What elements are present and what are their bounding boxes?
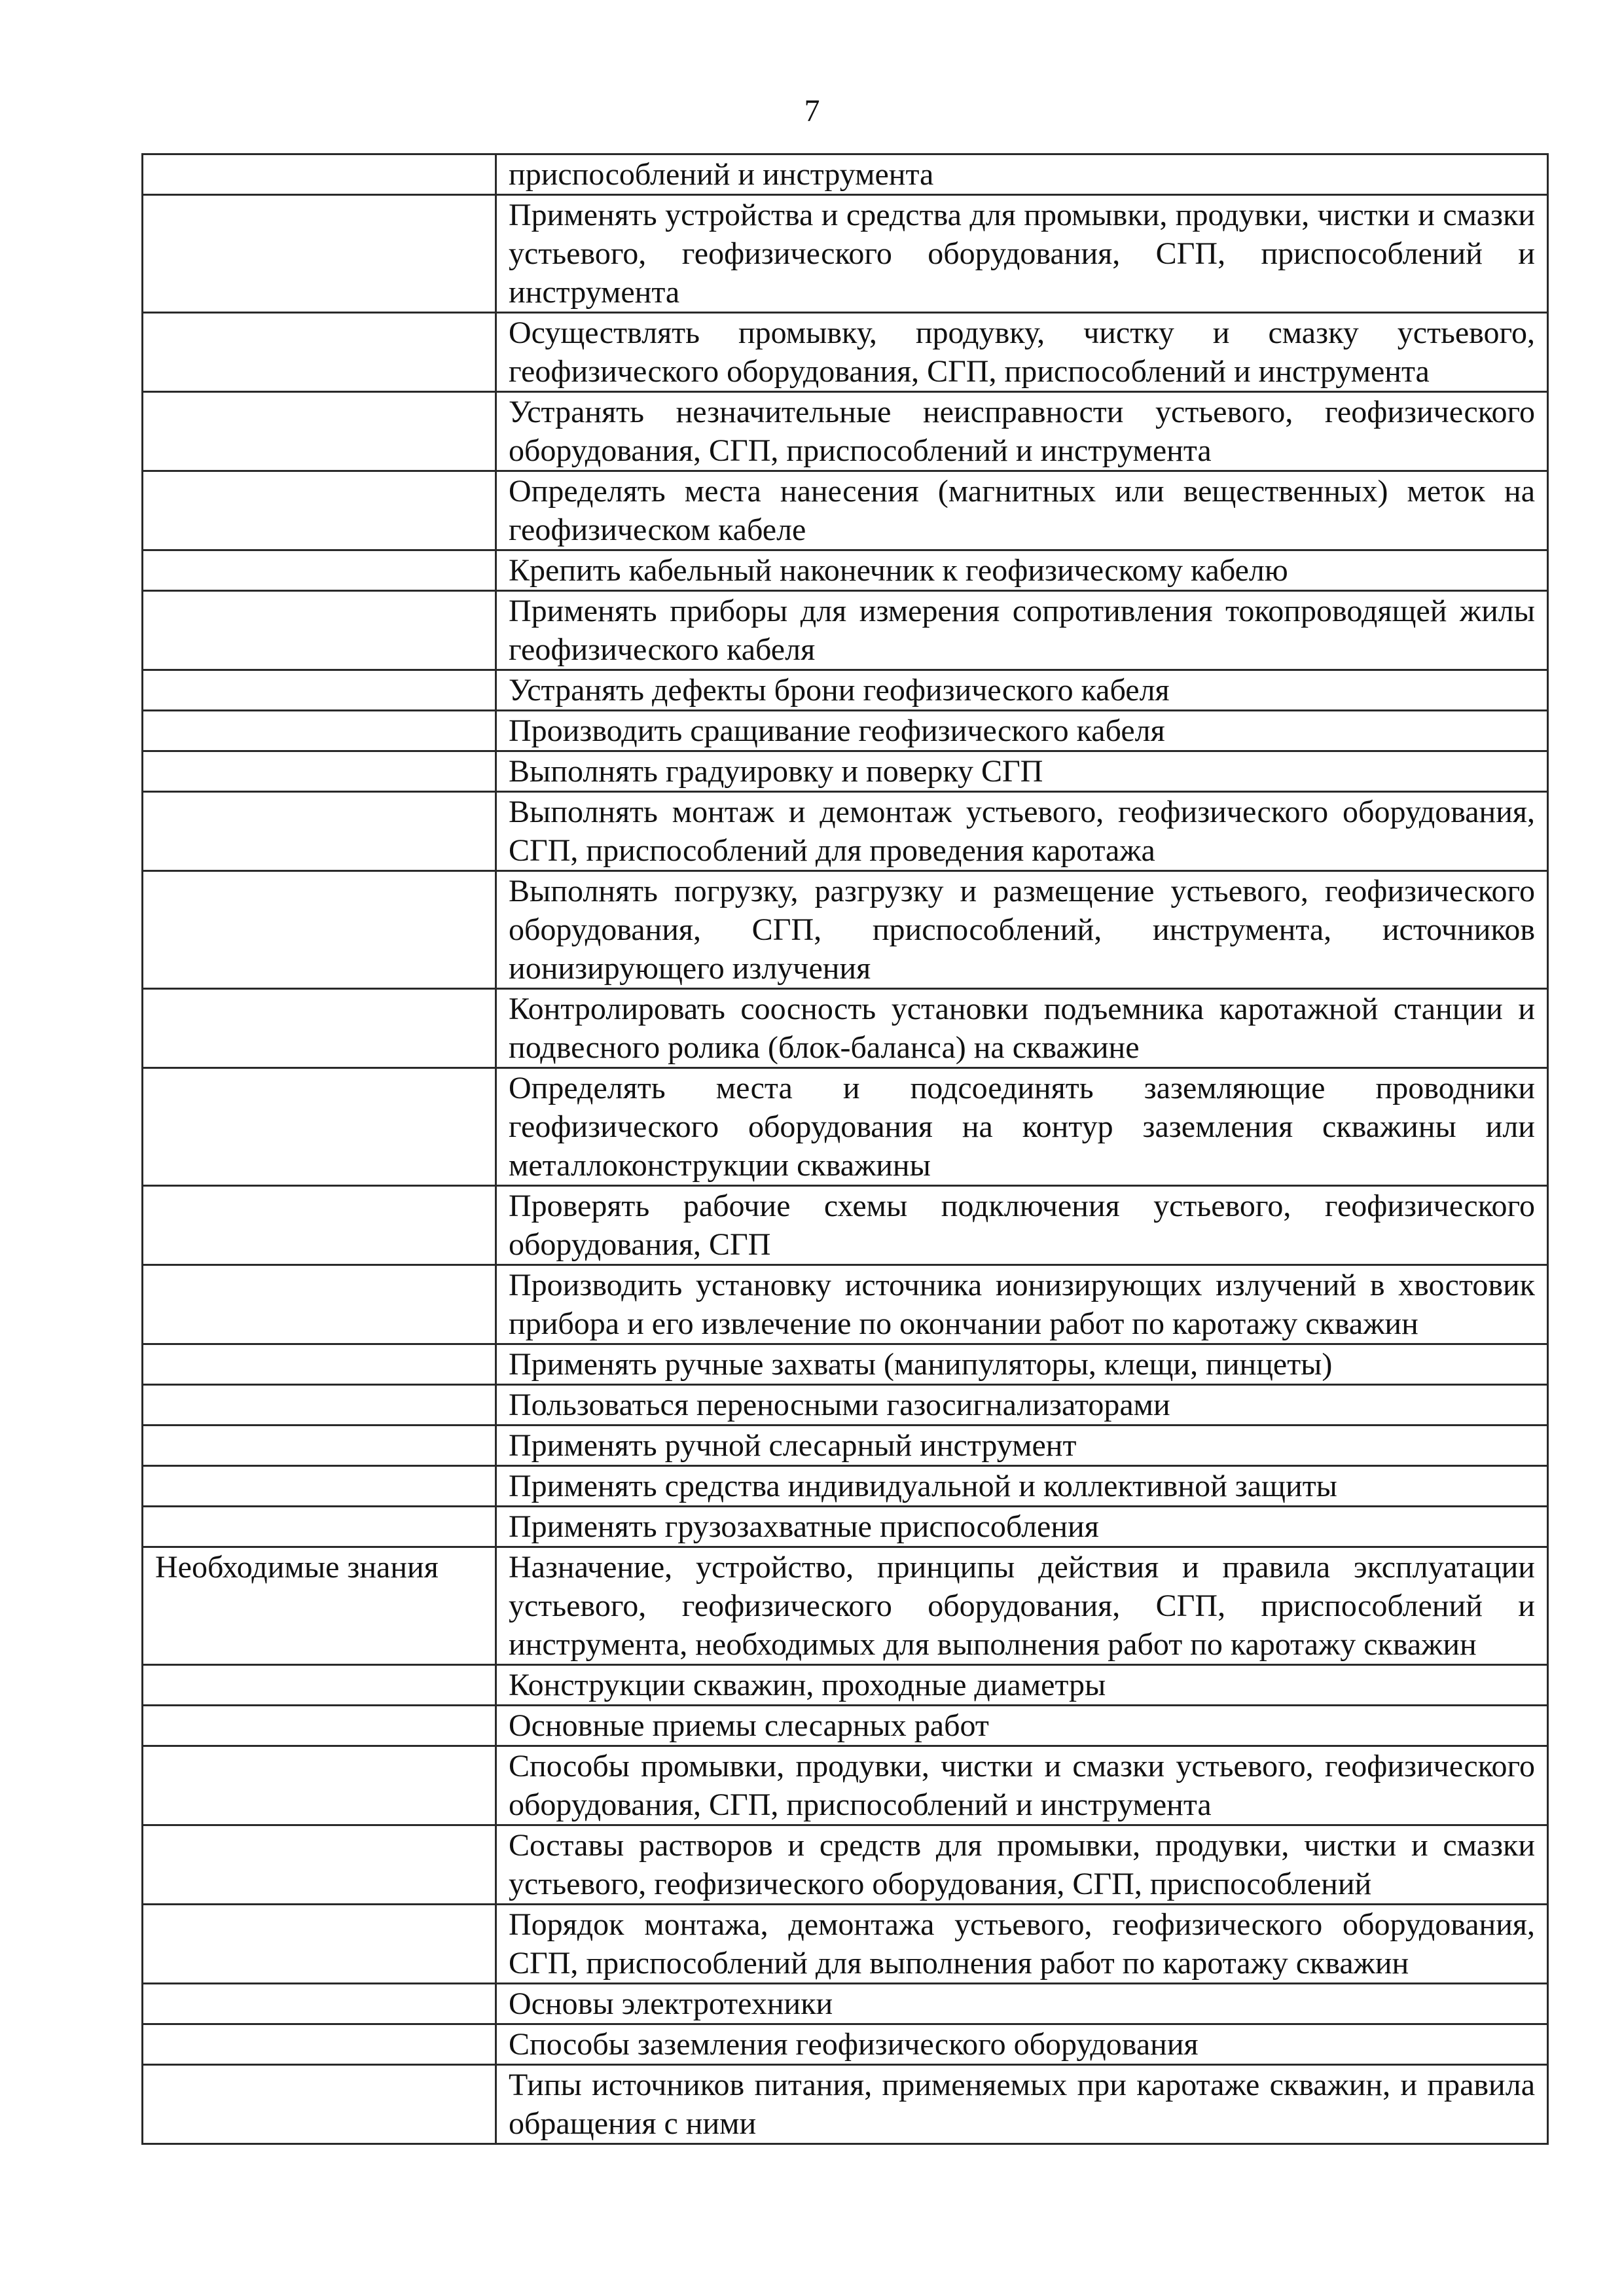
knowledge-row	[143, 1825, 1548, 1905]
skills-item-text: Определять места и подсоединять заземляющие проводники геофизического оборудования на контур заземления скважины или металлоконструкции скважины	[509, 1071, 1535, 1183]
skills-item-cell	[496, 550, 1548, 591]
knowledge-category-cell	[143, 1984, 496, 2024]
skills-item-text: Применять приборы для измерения сопротивления токопроводящей жилы геофизического кабеля	[509, 594, 1535, 667]
skills-category-cell	[143, 550, 496, 591]
knowledge-category-label: Необходимые знания	[155, 1550, 439, 1585]
knowledge-category-cell	[143, 1665, 496, 1706]
skills-item-text: Устранять дефекты брони геофизического кабеля	[509, 673, 1170, 708]
skills-item-cell	[496, 591, 1548, 670]
knowledge-row	[143, 1746, 1548, 1825]
skills-item-cell	[496, 195, 1548, 313]
requirements-table	[141, 153, 1549, 2145]
skills-row	[143, 871, 1548, 989]
skills-category-cell	[143, 989, 496, 1068]
skills-item-cell	[496, 313, 1548, 392]
knowledge-item-text: Способы заземления геофизического оборудования	[509, 2027, 1199, 2062]
skills-row	[143, 670, 1548, 711]
skills-item-text: Контролировать соосность установки подъемника каротажной станции и подвесного ролика (блок-баланса) на скважине	[509, 992, 1535, 1065]
skills-row	[143, 1186, 1548, 1265]
skills-category-cell	[143, 1426, 496, 1466]
knowledge-row	[143, 1665, 1548, 1706]
skills-item-cell	[496, 989, 1548, 1068]
knowledge-category-cell	[143, 2024, 496, 2065]
knowledge-row	[143, 1706, 1548, 1746]
skills-item-text: Осуществлять промывку, продувку, чистку и смазку устьевого, геофизического оборудования, СГП, приспособлений и инструмента	[509, 315, 1535, 389]
skills-item-text: Производить сращивание геофизического кабеля	[509, 713, 1165, 748]
skills-category-cell	[143, 1265, 496, 1344]
knowledge-category-cell	[143, 1706, 496, 1746]
knowledge-item-cell	[496, 1547, 1548, 1665]
skills-row	[143, 550, 1548, 591]
knowledge-item-text: Способы промывки, продувки, чистки и смазки устьевого, геофизического оборудования, СГП, приспособлений и инструмента	[509, 1749, 1535, 1822]
knowledge-item-cell	[496, 1905, 1548, 1984]
knowledge-row	[143, 1984, 1548, 2024]
skills-item-text: Определять места нанесения (магнитных или вещественных) меток на геофизическом кабеле	[509, 474, 1535, 547]
skills-category-cell	[143, 792, 496, 871]
knowledge-item-text: Порядок монтажа, демонтажа устьевого, геофизического оборудования, СГП, приспособлений для выполнения работ по каротажу скважин	[509, 1907, 1535, 1981]
skills-category-cell	[143, 313, 496, 392]
skills-item-text: Применять устройства и средства для промывки, продувки, чистки и смазки устьевого, геофизического оборудования, СГП, приспособлений и инструмента	[509, 198, 1535, 310]
skills-item-cell	[496, 751, 1548, 792]
skills-category-cell	[143, 471, 496, 550]
skills-row	[143, 471, 1548, 550]
knowledge-category-cell	[143, 1547, 496, 1665]
knowledge-item-cell	[496, 1984, 1548, 2024]
skills-row	[143, 195, 1548, 313]
knowledge-item-cell	[496, 2024, 1548, 2065]
skills-item-text: Выполнять погрузку, разгрузку и размещение устьевого, геофизического оборудования, СГП, приспособлений, инструмента, источников ионизирующего излучения	[509, 874, 1535, 986]
knowledge-item-cell	[496, 2065, 1548, 2144]
skills-item-text: Пользоваться переносными газосигнализаторами	[509, 1388, 1170, 1422]
skills-item-text: приспособлений и инструмента	[509, 157, 934, 192]
skills-row	[143, 711, 1548, 751]
skills-row	[143, 313, 1548, 392]
skills-item-cell	[496, 1507, 1548, 1547]
skills-row	[143, 1344, 1548, 1385]
skills-item-cell	[496, 871, 1548, 989]
skills-category-cell	[143, 591, 496, 670]
knowledge-item-text: Составы растворов и средств для промывки, продувки, чистки и смазки устьевого, геофизического оборудования, СГП, приспособлений	[509, 1828, 1535, 1901]
skills-row	[143, 1068, 1548, 1186]
skills-category-cell	[143, 154, 496, 195]
skills-item-cell	[496, 471, 1548, 550]
page-number: 7	[804, 94, 820, 128]
skills-item-cell	[496, 154, 1548, 195]
skills-category-cell	[143, 1507, 496, 1547]
knowledge-item-text: Основы электротехники	[509, 1986, 833, 2021]
skills-row	[143, 1507, 1548, 1547]
skills-item-cell	[496, 670, 1548, 711]
skills-item-text: Применять ручные захваты (манипуляторы, клещи, пинцеты)	[509, 1347, 1333, 1382]
knowledge-item-cell	[496, 1706, 1548, 1746]
skills-item-text: Устранять незначительные неисправности устьевого, геофизического оборудования, СГП, приспособлений и инструмента	[509, 395, 1535, 468]
knowledge-row	[143, 2065, 1548, 2144]
skills-item-cell	[496, 711, 1548, 751]
skills-item-text: Выполнять монтаж и демонтаж устьевого, геофизического оборудования, СГП, приспособлений для проведения каротажа	[509, 795, 1535, 868]
skills-item-text: Проверять рабочие схемы подключения устьевого, геофизического оборудования, СГП	[509, 1189, 1535, 1262]
knowledge-item-text: Конструкции скважин, проходные диаметры	[509, 1668, 1106, 1702]
skills-row	[143, 1385, 1548, 1426]
skills-category-cell	[143, 871, 496, 989]
skills-row	[143, 154, 1548, 195]
skills-row	[143, 792, 1548, 871]
skills-row	[143, 591, 1548, 670]
skills-item-cell	[496, 1344, 1548, 1385]
knowledge-item-text: Типы источников питания, применяемых при каротаже скважин, и правила обращения с ними	[509, 2068, 1535, 2141]
skills-item-text: Применять грузозахватные приспособления	[509, 1509, 1099, 1544]
skills-category-cell	[143, 1344, 496, 1385]
knowledge-item-cell	[496, 1665, 1548, 1706]
skills-row	[143, 989, 1548, 1068]
skills-row	[143, 1466, 1548, 1507]
skills-item-text: Производить установку источника ионизирующих излучений в хвостовик прибора и его извлечение по окончании работ по каротажу скважин	[509, 1268, 1535, 1341]
skills-row	[143, 1426, 1548, 1466]
skills-category-cell	[143, 1466, 496, 1507]
skills-row	[143, 751, 1548, 792]
skills-item-cell	[496, 1385, 1548, 1426]
skills-category-cell	[143, 1186, 496, 1265]
skills-category-cell	[143, 1385, 496, 1426]
knowledge-row	[143, 2024, 1548, 2065]
skills-item-cell	[496, 1265, 1548, 1344]
requirements-table-body	[143, 154, 1548, 2144]
knowledge-category-cell	[143, 2065, 496, 2144]
knowledge-row	[143, 1905, 1548, 1984]
skills-row	[143, 392, 1548, 471]
knowledge-item-cell	[496, 1746, 1548, 1825]
skills-item-text: Крепить кабельный наконечник к геофизическому кабелю	[509, 553, 1288, 588]
skills-item-cell	[496, 1186, 1548, 1265]
knowledge-category-cell	[143, 1825, 496, 1905]
skills-category-cell	[143, 711, 496, 751]
skills-item-cell	[496, 1426, 1548, 1466]
knowledge-item-text: Основные приемы слесарных работ	[509, 1708, 989, 1743]
skills-item-cell	[496, 1466, 1548, 1507]
skills-category-cell	[143, 1068, 496, 1186]
knowledge-category-cell	[143, 1746, 496, 1825]
knowledge-category-cell	[143, 1905, 496, 1984]
skills-item-cell	[496, 1068, 1548, 1186]
skills-item-text: Применять средства индивидуальной и коллективной защиты	[509, 1469, 1337, 1503]
knowledge-item-cell	[496, 1825, 1548, 1905]
knowledge-item-text: Назначение, устройство, принципы действия и правила эксплуатации устьевого, геофизического оборудования, СГП, приспособлений и инструмента, необходимых для выполнения работ по каротажу скважин	[509, 1550, 1535, 1662]
skills-category-cell	[143, 751, 496, 792]
skills-category-cell	[143, 670, 496, 711]
skills-item-text: Применять ручной слесарный инструмент	[509, 1428, 1077, 1463]
skills-row	[143, 1265, 1548, 1344]
skills-item-text: Выполнять градуировку и поверку СГП	[509, 754, 1043, 789]
skills-category-cell	[143, 195, 496, 313]
knowledge-row	[143, 1547, 1548, 1665]
skills-item-cell	[496, 792, 1548, 871]
skills-item-cell	[496, 392, 1548, 471]
skills-category-cell	[143, 392, 496, 471]
